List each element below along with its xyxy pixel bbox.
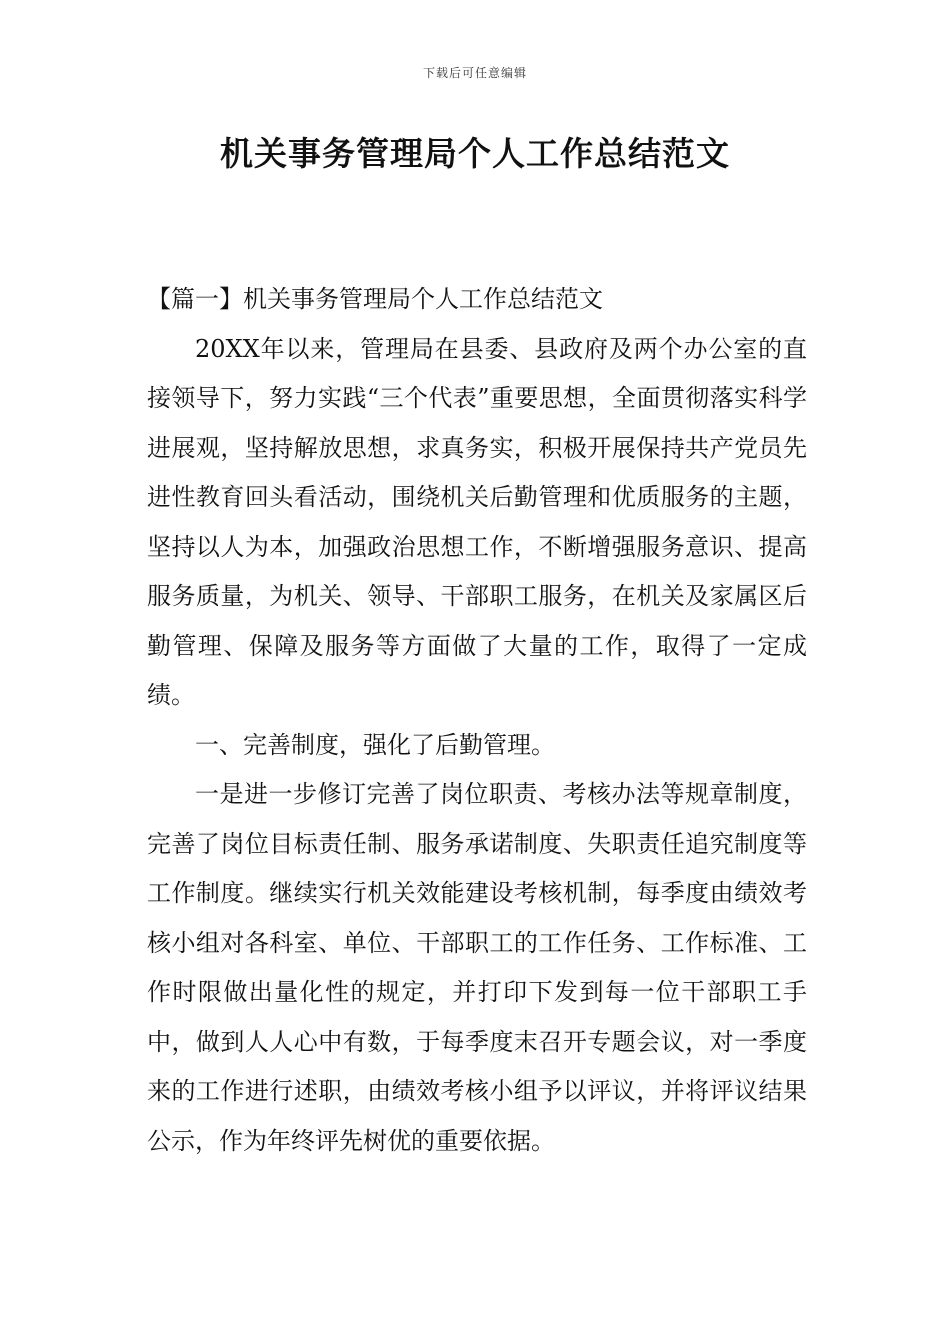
- document-title: 机关事务管理局个人工作总结范文: [220, 134, 730, 173]
- header-note: 下载后可任意编辑: [422, 66, 527, 80]
- intro-paragraph: 20XX年以来，管理局在县委、县政府及两个办公室的直接领导下，努力实践“三个代表”重要思想，全面贯彻落实科学进展观，坚持解放思想，求真务实，积极开展保持共产党员先进性教育回头看活动，围绕机关后勤管理和优质服务的主题，坚持以人为本，加强政治思想工作，不断增强服务意识、提高服务质量，为机关、领导、干部职工服务，在机关及家属区后勤管理、保障及服务等方面做了大量的工作，取得了一定成绩。: [147, 334, 807, 709]
- subsection-heading: 一、完善制度，强化了后勤管理。: [195, 730, 555, 759]
- document-body: [147, 275, 807, 1166]
- section-heading: 【篇一】机关事务管理局个人工作总结范文: [147, 285, 603, 313]
- body-paragraph: 一是进一步修订完善了岗位职责、考核办法等规章制度，完善了岗位目标责任制、服务承诺制度、失职责任追究制度等工作制度。继续实行机关效能建设考核机制，每季度由绩效考核小组对各科室、单位、干部职工的工作任务、工作标准、工作时限做出量化性的规定，并打印下发到每一位干部职工手中，做到人人心中有数，于每季度末召开专题会议，对一季度来的工作进行述职，由绩效考核小组予以评议，并将评议结果公示，作为年终评先树优的重要依据。: [147, 780, 807, 1155]
